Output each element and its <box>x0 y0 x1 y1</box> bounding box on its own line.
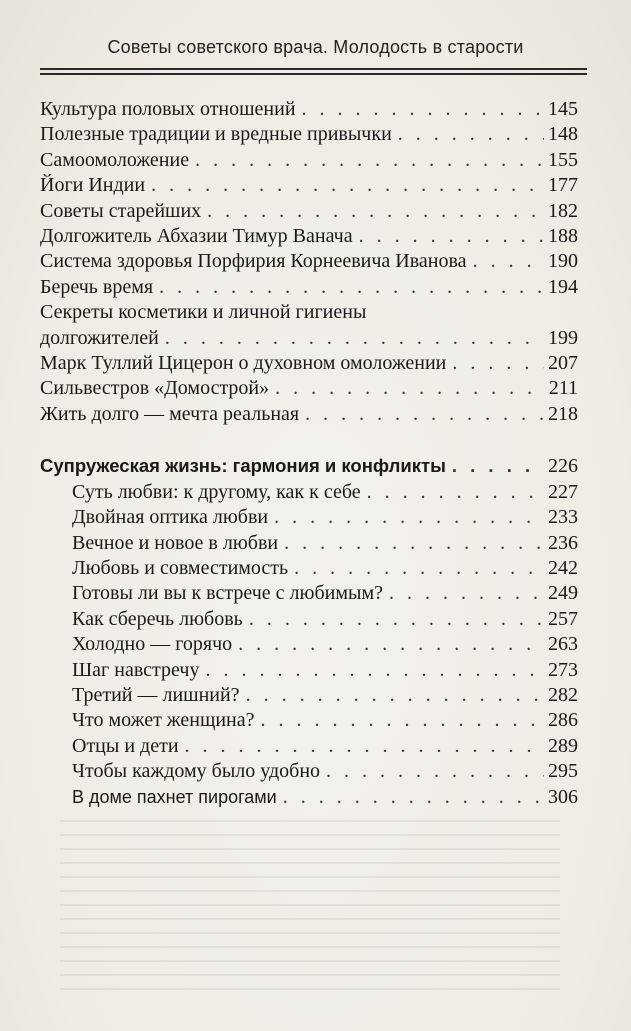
toc-entry-page-number: 273 <box>548 658 578 681</box>
toc-entry-title: Полезные традиции и вредные привычки <box>40 123 392 146</box>
dot-leader <box>207 199 544 224</box>
dot-leader <box>205 658 544 683</box>
dot-leader <box>367 480 544 505</box>
toc-section-title: Супружеская жизнь: гармония и конфликты <box>40 455 446 477</box>
dot-leader <box>305 402 544 427</box>
toc-entry-title: Готовы ли вы к встрече с любимым? <box>72 582 383 605</box>
toc-entry[interactable] <box>40 224 578 249</box>
toc-entry-title: Суть любви: к другому, как к себе <box>72 480 361 503</box>
toc-entry[interactable] <box>40 97 578 122</box>
dot-leader <box>326 759 544 784</box>
dot-leader <box>238 632 544 657</box>
toc-entry[interactable] <box>40 376 578 401</box>
toc-entry[interactable] <box>40 275 578 300</box>
toc-entry-title: Самоомоложение <box>40 148 190 171</box>
toc-entry[interactable] <box>40 505 578 530</box>
dot-leader <box>283 785 544 810</box>
toc-entry-title: Любовь и совместимость <box>72 556 289 579</box>
toc-entry-page-number: 145 <box>548 98 578 120</box>
toc-entry-page-number: 263 <box>548 633 578 656</box>
toc-entry[interactable] <box>40 199 578 224</box>
toc-entry-title: Беречь время <box>40 275 154 298</box>
toc-entry-page-number: 249 <box>548 582 578 605</box>
toc-entry-title: В доме пахнет пирогами <box>72 786 277 807</box>
dot-leader <box>274 505 544 530</box>
toc-entry-page-number: 233 <box>548 506 578 529</box>
toc-entry-title: Советы старейших <box>40 199 202 222</box>
toc-entry[interactable] <box>40 351 578 376</box>
toc-group-subsection <box>40 480 578 810</box>
dot-leader <box>294 556 544 581</box>
toc-entry[interactable] <box>40 683 578 708</box>
toc-entry-page-number: 188 <box>548 225 578 248</box>
toc-entry-page-number: 194 <box>548 275 578 298</box>
toc-entry-title: долгожителей <box>40 326 159 349</box>
dot-leader <box>473 249 544 274</box>
toc-entry[interactable] <box>40 734 578 759</box>
dot-leader <box>284 531 544 556</box>
toc-entry-page-number: 227 <box>548 480 578 503</box>
toc-entry-title: Шаг навстречу <box>72 658 200 681</box>
toc-entry[interactable] <box>40 658 578 683</box>
dot-leader <box>249 607 544 632</box>
toc-entry-title: Как сберечь любовь <box>72 607 243 630</box>
header-rule-top <box>40 68 587 70</box>
dot-leader <box>165 326 544 351</box>
toc-entry-page-number: 286 <box>548 709 578 732</box>
toc-entry-title: Долгожитель Абхазии Тимур Ванача <box>40 225 353 248</box>
header-rule-bottom <box>40 73 587 75</box>
bleed-through-texture <box>60 820 560 1000</box>
toc-entry[interactable] <box>40 531 578 556</box>
dot-leader <box>246 683 544 708</box>
toc-section-heading[interactable] <box>40 453 578 479</box>
toc-entry-title: Холодно — горячо <box>72 633 233 656</box>
toc-entry-page-number: 289 <box>548 734 578 757</box>
toc-entry-title: Система здоровья Порфирия Корнеевича Иванова <box>40 250 467 273</box>
dot-leader <box>452 351 544 376</box>
dot-leader <box>151 173 544 198</box>
toc-entry-title: Жить долго — мечта реальная <box>40 402 300 425</box>
dot-leader <box>261 708 545 733</box>
toc-entry[interactable] <box>40 148 578 173</box>
toc-entry-title-line1: Секреты косметики и личной гигиены <box>40 301 367 324</box>
section-spacer <box>40 427 578 453</box>
toc-entry[interactable] <box>40 708 578 733</box>
toc-entry-page-number: 207 <box>548 352 578 375</box>
toc-entry-title: Вечное и новое в любви <box>72 531 279 554</box>
toc-entry-title: Йоги Индии <box>40 174 146 197</box>
toc-entry[interactable] <box>40 249 578 274</box>
toc-entry-page-number: 155 <box>548 148 578 171</box>
toc-entry-title: Культура половых отношений <box>40 98 296 120</box>
toc-entry-page-number: 306 <box>548 785 578 808</box>
toc-entry[interactable] <box>40 759 578 784</box>
toc-entry-title: Марк Туллий Цицерон о духовном омоложении <box>40 352 447 375</box>
toc-entry-page-number: 199 <box>548 326 578 349</box>
dot-leader <box>359 224 544 249</box>
toc-entry-title: Что может женщина? <box>72 709 255 732</box>
toc-entry-page-number: 242 <box>548 556 578 579</box>
table-of-contents <box>40 97 578 810</box>
toc-entry-title: Третий — лишний? <box>72 683 240 706</box>
toc-entry[interactable] <box>40 480 578 505</box>
toc-group-main <box>40 97 578 427</box>
dot-leader <box>398 122 544 147</box>
toc-entry[interactable] <box>40 173 578 198</box>
toc-entry[interactable] <box>40 581 578 606</box>
toc-entry-page-number: 236 <box>548 531 578 554</box>
toc-entry[interactable] <box>40 556 578 581</box>
toc-entry-page-number: 182 <box>548 199 578 222</box>
toc-entry-title: Двойная оптика любви <box>72 506 269 529</box>
toc-entry-page-number: 218 <box>548 402 578 425</box>
dot-leader <box>185 734 544 759</box>
toc-entry-page-number: 148 <box>548 123 578 146</box>
toc-entry[interactable] <box>40 122 578 147</box>
toc-entry-page-number: 257 <box>548 607 578 630</box>
toc-entry-page-number: 282 <box>548 683 578 706</box>
toc-entry-page-number: 177 <box>548 174 578 197</box>
running-head: Советы советского врача. Молодость в старости <box>107 37 524 57</box>
toc-section-page: 226 <box>548 455 578 478</box>
dot-leader <box>389 581 544 606</box>
dot-leader <box>275 376 545 401</box>
dot-leader <box>302 97 544 122</box>
toc-entry-title: Сильвестров «Домострой» <box>40 377 270 400</box>
toc-entry-page-number: 190 <box>548 250 578 273</box>
toc-entry-title: Чтобы каждому было удобно <box>72 760 321 783</box>
toc-entry-title: Отцы и дети <box>72 734 179 757</box>
dot-leader <box>195 148 544 173</box>
toc-entry[interactable] <box>40 402 578 427</box>
dot-leader <box>159 275 544 300</box>
toc-entry[interactable] <box>40 607 578 632</box>
toc-entry[interactable] <box>40 785 578 810</box>
toc-entry-page-number: 295 <box>548 760 578 783</box>
toc-entry[interactable] <box>40 300 578 351</box>
toc-entry-page-number: 211 <box>548 377 578 400</box>
dot-leader <box>452 453 544 478</box>
toc-entry[interactable] <box>40 632 578 657</box>
